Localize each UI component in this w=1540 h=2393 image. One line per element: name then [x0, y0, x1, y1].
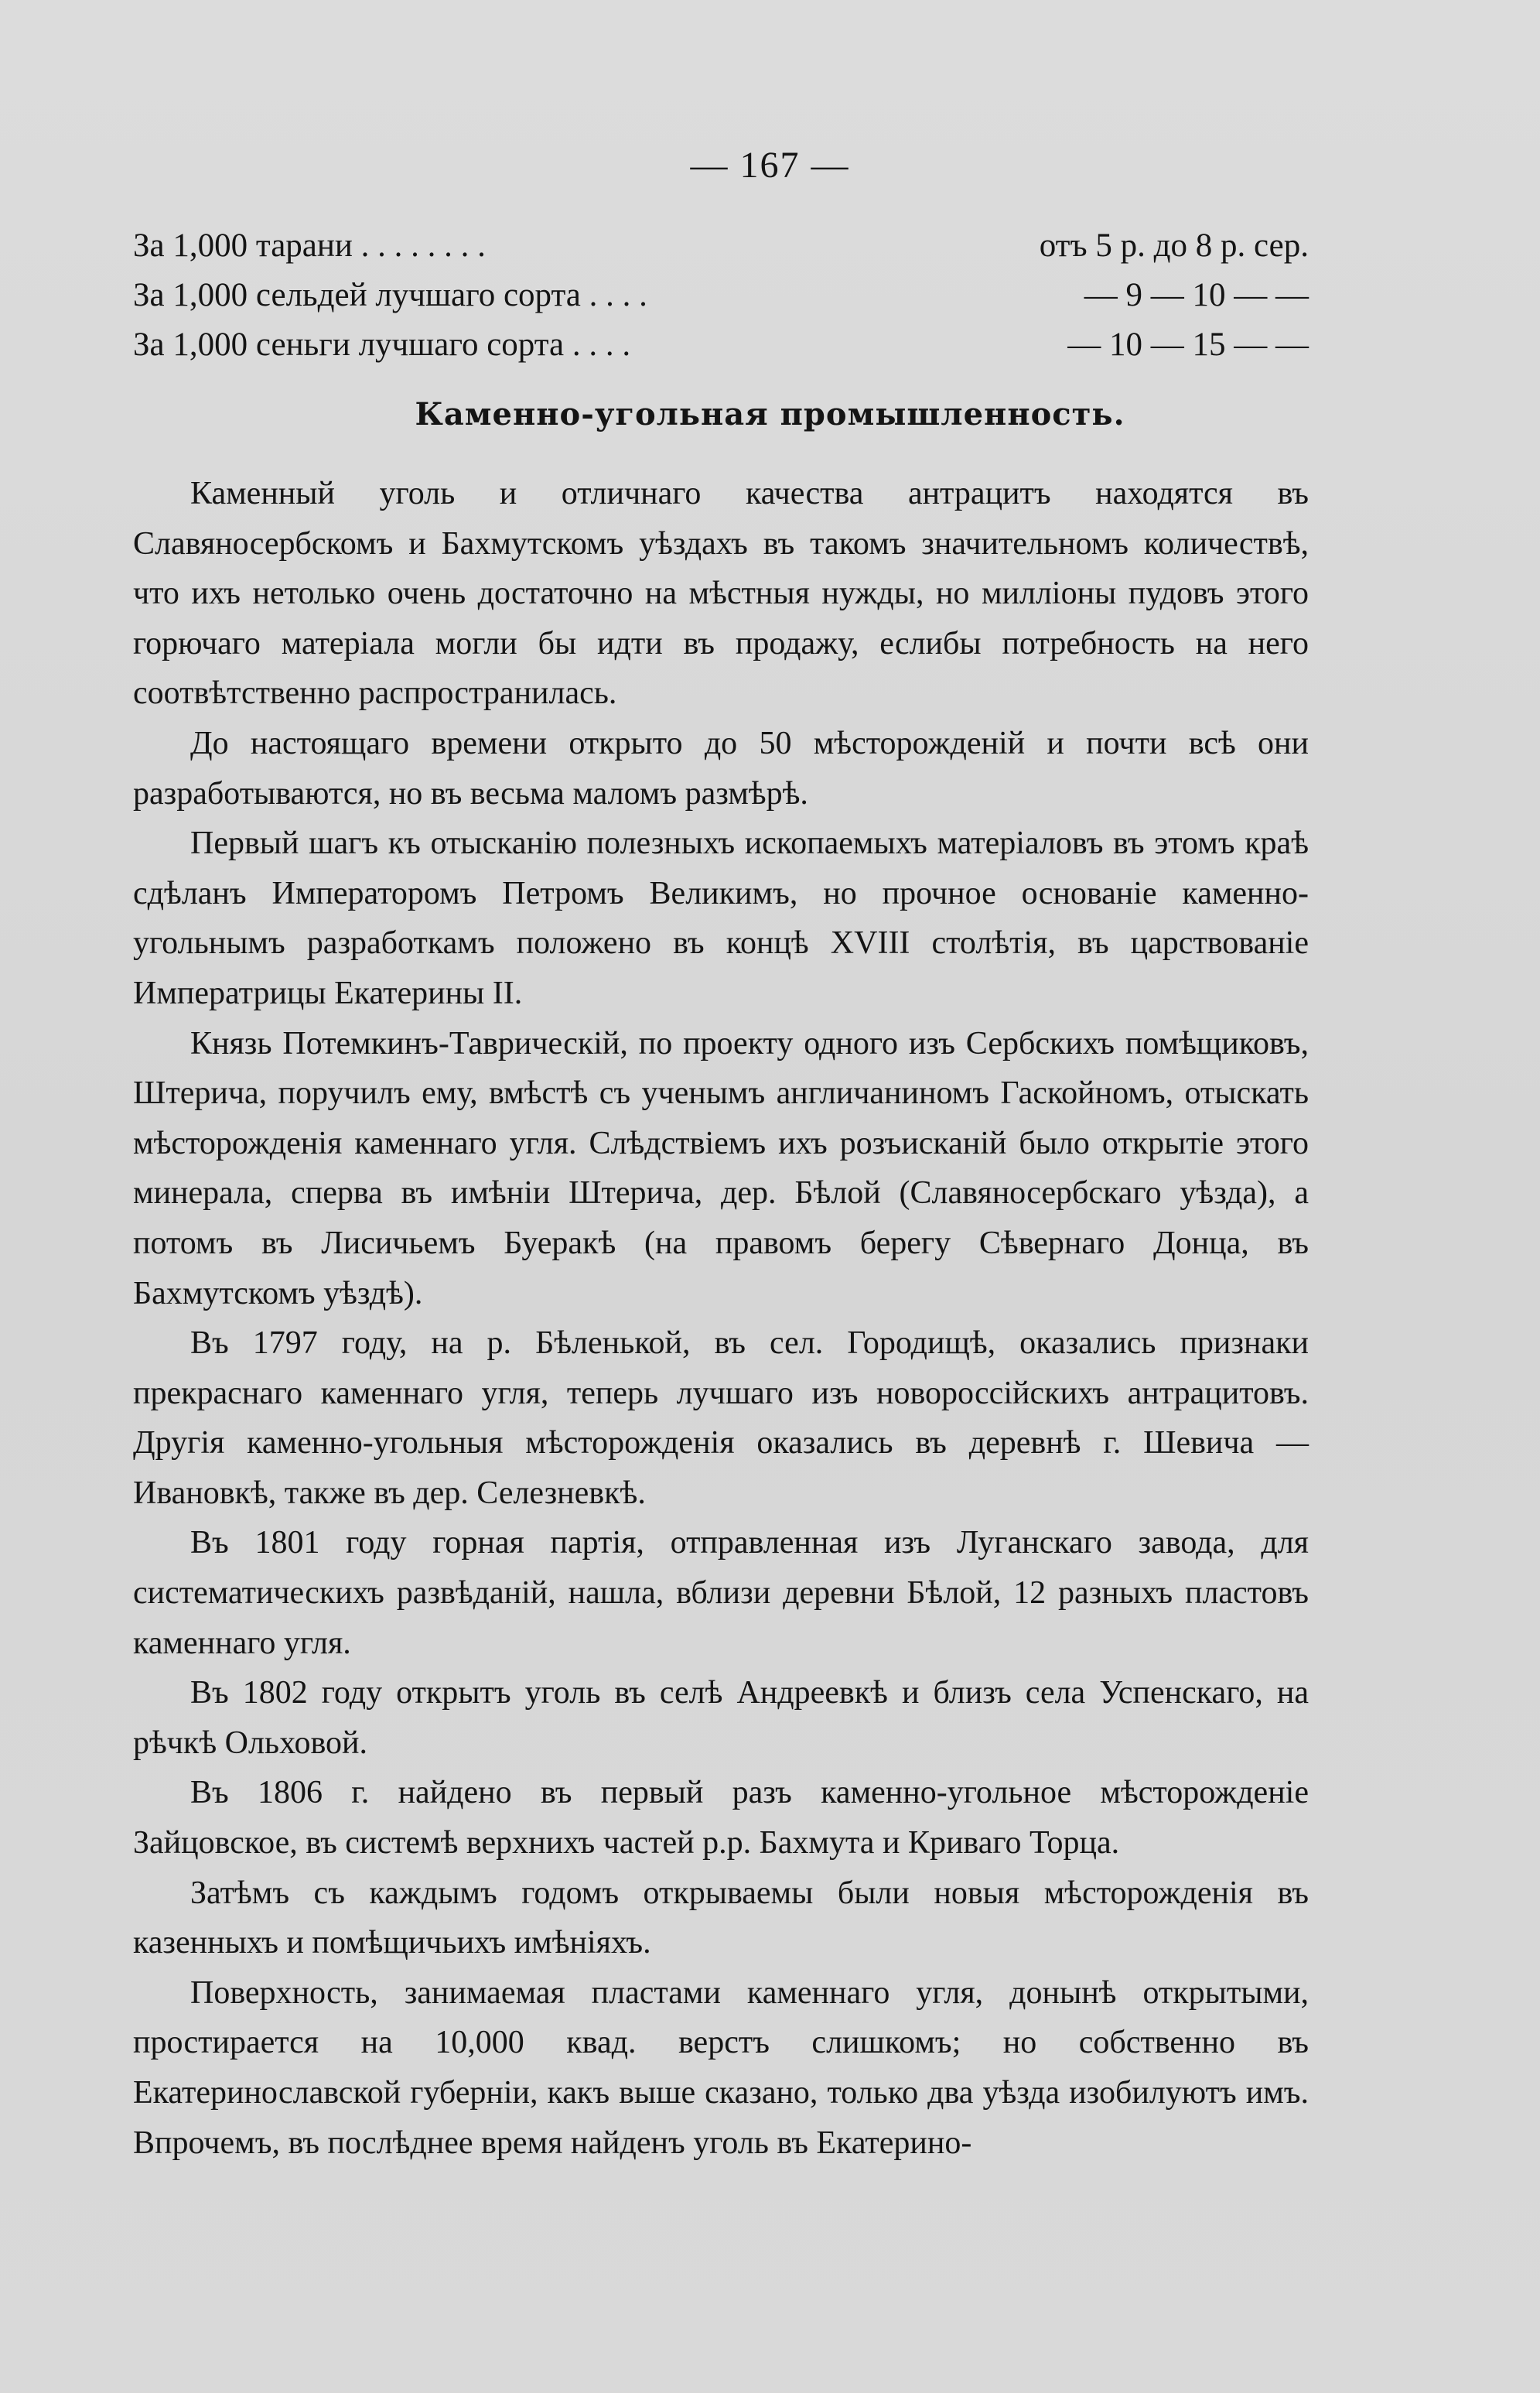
paragraph: Затѣмъ съ каждымъ годомъ открываемы были новыя мѣсторожденія въ казенныхъ и помѣщичьихъ имѣніяхъ.	[133, 1875, 1309, 1961]
paragraph: Каменный уголь и отличнаго качества антрацитъ находятся въ Славяносербскомъ и Бахмутскомъ уѣздахъ въ такомъ значительномъ количествѣ, что ихъ нетолько очень достаточно на мѣстныя нужды, но милліоны пудовъ этого горючаго матеріала могли бы идти въ продажу, еслибы потребность на него соотвѣтственно распространилась.	[133, 476, 1309, 712]
paragraph: Въ 1806 г. найдено въ первый разъ каменно-угольное мѣсторожденіе Зайцовское, въ системѣ верхнихъ частей р.р. Бахмута и Криваго Торца.	[133, 1775, 1309, 1861]
price-row-price: — 10 — 15 — —	[1067, 326, 1309, 363]
body-text	[133, 469, 1309, 2168]
price-row-price: — 9 — 10 — —	[1084, 277, 1309, 313]
price-row	[133, 271, 1309, 320]
paragraph: Князь Потемкинъ-Таврическій, по проекту одного изъ Сербскихъ помѣщиковъ, Штерича, поручилъ ему, вмѣстѣ съ ученымъ англичаниномъ Гаскойномъ, отыскать мѣсторожденія каменнаго угля. Слѣдствіемъ ихъ розъисканій было открытіе этого минерала, сперва въ имѣніи Штерича, дер. Бѣлой (Славяносербскаго уѣзда), а потомъ въ Лисичьемъ Буеракѣ (на правомъ берегу Сѣвернаго Донца, въ Бахмутскомъ уѣздѣ).	[133, 1025, 1309, 1311]
paragraph: До настоящаго времени открыто до 50 мѣсторожденій и почти всѣ они разработываются, но въ весьма маломъ размѣрѣ.	[133, 725, 1309, 812]
price-row-item: За 1,000 тарани . . . . . . . .	[133, 227, 486, 264]
section-heading: Каменно-угольная промышленность.	[415, 396, 1125, 432]
price-table	[133, 221, 1309, 370]
price-row-item: За 1,000 сельдей лучшаго сорта . . . .	[133, 277, 647, 313]
paragraph: Поверхность, занимаемая пластами каменнаго угля, донынѣ открытыми, простирается на 10,000 квад. верстъ слишкомъ; но собственно въ Екатеринославской губерніи, какъ выше сказано, только два уѣзда изобилуютъ имъ. Впрочемъ, въ послѣднее время найденъ уголь въ Екатерино-	[133, 1974, 1309, 2161]
price-row	[133, 221, 1309, 271]
paragraph: Первый шагъ къ отысканію полезныхъ ископаемыхъ матеріаловъ въ этомъ краѣ сдѣланъ Императоромъ Петромъ Великимъ, но прочное основаніе каменно-угольнымъ разработкамъ положено въ концѣ XVIII столѣтія, въ царствованіе Императрицы Екатерины II.	[133, 826, 1309, 1011]
paragraph: Въ 1797 году, на р. Бѣленькой, въ сел. Городищѣ, оказались признаки прекраснаго каменнаго угля, теперь лучшаго изъ новороссійскихъ антрацитовъ. Другія каменно-угольныя мѣсторожденія оказались въ деревнѣ г. Шевича — Ивановкѣ, также въ дер. Селезневкѣ.	[133, 1325, 1309, 1511]
paragraph: Въ 1802 году открытъ уголь въ селѣ Андреевкѣ и близъ села Успенскаго, на рѣчкѣ Ольховой.	[133, 1675, 1309, 1761]
price-row-item: За 1,000 сеньги лучшаго сорта . . . .	[133, 326, 631, 363]
price-row-price: отъ 5 р. до 8 р. сер.	[1039, 227, 1309, 264]
paragraph: Въ 1801 году горная партія, отправленная изъ Луганскаго завода, для систематическихъ развѣданій, нашла, вблизи деревни Бѣлой, 12 разныхъ пластовъ каменнаго угля.	[133, 1525, 1309, 1661]
page-number: — 167 —	[690, 145, 850, 186]
price-row	[133, 320, 1309, 370]
